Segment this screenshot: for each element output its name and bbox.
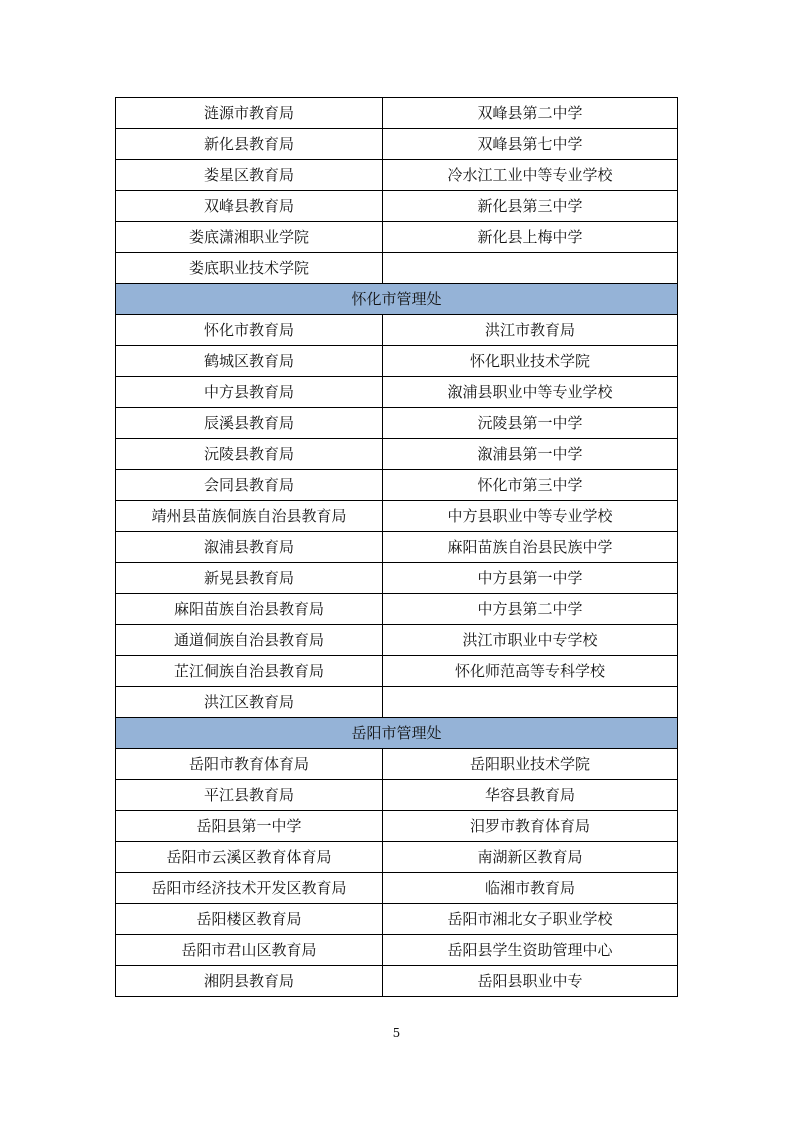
right-cell: 怀化职业技术学院 bbox=[383, 346, 678, 377]
right-cell bbox=[383, 253, 678, 284]
left-cell: 溆浦县教育局 bbox=[116, 532, 383, 563]
table-row bbox=[116, 563, 678, 594]
table-row bbox=[116, 656, 678, 687]
left-cell: 岳阳市君山区教育局 bbox=[116, 935, 383, 966]
section-header-row bbox=[116, 718, 678, 749]
right-cell: 新化县第三中学 bbox=[383, 191, 678, 222]
right-cell: 沅陵县第一中学 bbox=[383, 408, 678, 439]
right-cell: 双峰县第二中学 bbox=[383, 98, 678, 129]
section-title: 怀化市管理处 bbox=[116, 284, 678, 315]
table-row bbox=[116, 811, 678, 842]
left-cell: 岳阳县第一中学 bbox=[116, 811, 383, 842]
left-cell: 靖州县苗族侗族自治县教育局 bbox=[116, 501, 383, 532]
table-row bbox=[116, 253, 678, 284]
right-cell: 洪江市职业中专学校 bbox=[383, 625, 678, 656]
table-row bbox=[116, 780, 678, 811]
table-row bbox=[116, 191, 678, 222]
right-cell: 岳阳县职业中专 bbox=[383, 966, 678, 997]
right-cell: 新化县上梅中学 bbox=[383, 222, 678, 253]
table-row bbox=[116, 160, 678, 191]
table-body bbox=[116, 98, 678, 997]
right-cell: 溆浦县第一中学 bbox=[383, 439, 678, 470]
left-cell: 娄星区教育局 bbox=[116, 160, 383, 191]
left-cell: 中方县教育局 bbox=[116, 377, 383, 408]
left-cell: 芷江侗族自治县教育局 bbox=[116, 656, 383, 687]
organization-table bbox=[115, 97, 678, 997]
left-cell: 沅陵县教育局 bbox=[116, 439, 383, 470]
left-cell: 娄底职业技术学院 bbox=[116, 253, 383, 284]
right-cell: 麻阳苗族自治县民族中学 bbox=[383, 532, 678, 563]
left-cell: 会同县教育局 bbox=[116, 470, 383, 501]
right-cell: 岳阳县学生资助管理中心 bbox=[383, 935, 678, 966]
left-cell: 新化县教育局 bbox=[116, 129, 383, 160]
table-row bbox=[116, 687, 678, 718]
table-row bbox=[116, 532, 678, 563]
section-header-row bbox=[116, 284, 678, 315]
left-cell: 岳阳市教育体育局 bbox=[116, 749, 383, 780]
table-row bbox=[116, 935, 678, 966]
table-row bbox=[116, 749, 678, 780]
left-cell: 岳阳市云溪区教育体育局 bbox=[116, 842, 383, 873]
right-cell: 怀化市第三中学 bbox=[383, 470, 678, 501]
right-cell: 中方县职业中等专业学校 bbox=[383, 501, 678, 532]
table-row bbox=[116, 842, 678, 873]
table-row bbox=[116, 129, 678, 160]
section-title: 岳阳市管理处 bbox=[116, 718, 678, 749]
left-cell: 洪江区教育局 bbox=[116, 687, 383, 718]
right-cell: 冷水江工业中等专业学校 bbox=[383, 160, 678, 191]
left-cell: 湘阴县教育局 bbox=[116, 966, 383, 997]
table-row bbox=[116, 904, 678, 935]
table-row bbox=[116, 222, 678, 253]
left-cell: 怀化市教育局 bbox=[116, 315, 383, 346]
left-cell: 平江县教育局 bbox=[116, 780, 383, 811]
table-row bbox=[116, 501, 678, 532]
right-cell: 中方县第二中学 bbox=[383, 594, 678, 625]
left-cell: 娄底潇湘职业学院 bbox=[116, 222, 383, 253]
table-row bbox=[116, 315, 678, 346]
table-row bbox=[116, 439, 678, 470]
table-row bbox=[116, 966, 678, 997]
table-row bbox=[116, 346, 678, 377]
left-cell: 岳阳市经济技术开发区教育局 bbox=[116, 873, 383, 904]
table-row bbox=[116, 625, 678, 656]
right-cell: 华容县教育局 bbox=[383, 780, 678, 811]
right-cell: 洪江市教育局 bbox=[383, 315, 678, 346]
right-cell: 汨罗市教育体育局 bbox=[383, 811, 678, 842]
right-cell: 临湘市教育局 bbox=[383, 873, 678, 904]
left-cell: 通道侗族自治县教育局 bbox=[116, 625, 383, 656]
right-cell: 岳阳市湘北女子职业学校 bbox=[383, 904, 678, 935]
table-row bbox=[116, 594, 678, 625]
right-cell: 双峰县第七中学 bbox=[383, 129, 678, 160]
table-row bbox=[116, 98, 678, 129]
left-cell: 新晃县教育局 bbox=[116, 563, 383, 594]
right-cell: 中方县第一中学 bbox=[383, 563, 678, 594]
left-cell: 涟源市教育局 bbox=[116, 98, 383, 129]
page-number: 5 bbox=[392, 1026, 401, 1040]
table-row bbox=[116, 873, 678, 904]
right-cell: 怀化师范高等专科学校 bbox=[383, 656, 678, 687]
right-cell: 岳阳职业技术学院 bbox=[383, 749, 678, 780]
right-cell: 溆浦县职业中等专业学校 bbox=[383, 377, 678, 408]
left-cell: 辰溪县教育局 bbox=[116, 408, 383, 439]
right-cell bbox=[383, 687, 678, 718]
table-row bbox=[116, 470, 678, 501]
table-row bbox=[116, 408, 678, 439]
left-cell: 双峰县教育局 bbox=[116, 191, 383, 222]
left-cell: 麻阳苗族自治县教育局 bbox=[116, 594, 383, 625]
left-cell: 岳阳楼区教育局 bbox=[116, 904, 383, 935]
right-cell: 南湖新区教育局 bbox=[383, 842, 678, 873]
table-row bbox=[116, 377, 678, 408]
left-cell: 鹤城区教育局 bbox=[116, 346, 383, 377]
